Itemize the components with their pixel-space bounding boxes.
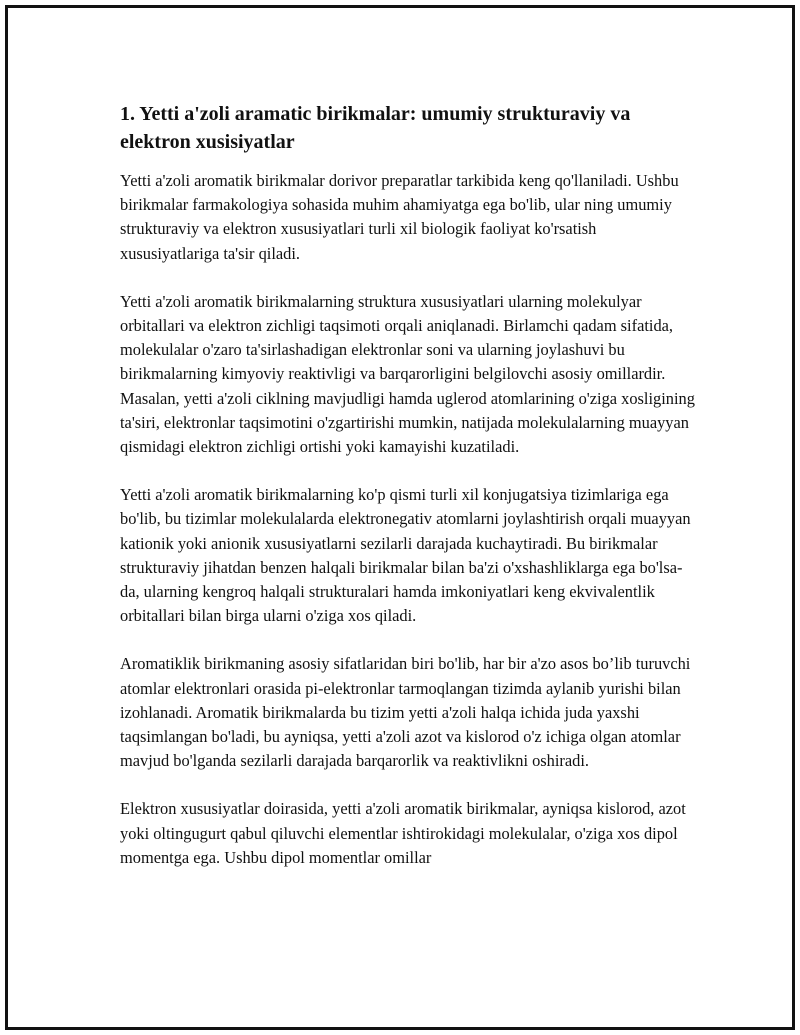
paragraph-3: Yetti a'zoli aromatik birikmalarning ko'p qismi turli xil konjugatsiya tizimlariga ega bo'lib, bu tizimlar molekulalarda elektronegativ atomlarni joylashtirish orqali muayyan kationik yoki anionik xususiyatlarni sezilarli darajada kuchaytiradi. Bu birikmalar strukturaviy jihatdan benzen halqali birikmalar bilan ba'zi o'xshashliklarga ega bo'lsa-da, ularning kengroq halqali strukturalari hamda imkoniyatlari keng ekvivalentlik orbitallari bilan birga ularni o'ziga xos qiladi. bbox=[120, 485, 691, 626]
paragraph-1: Yetti a'zoli aromatik birikmalar dorivor preparatlar tarkibida keng qo'llaniladi. Ushbu birikmalar farmakologiya sohasida muhim ahamiyatga ega bo'lib, ular ning umumiy strukturaviy va elektron xususiyatlari turli xil biologik faoliyat ko'rsatish xususiyatlariga ta'sir qiladi. bbox=[120, 171, 679, 263]
paragraph-4: Aromatiklik birikmaning asosiy sifatlaridan biri bo'lib, har bir a'zo asos bo’lib turuvchi atomlar elektronlari orasida pi-elektronlar tarmoqlangan tizimda aylanib yurishi bilan izohlanadi. Aromatik birikmalarda bu tizim yetti a'zoli halqa ichida juda yaxshi taqsimlangan bo'ladi, bu ayniqsa, yetti a'zoli azot va kislorod o'z ichiga olgan atomlar mavjud bo'lganda sezilarli darajada barqarorlik va reaktivlikni oshiradi. bbox=[120, 654, 691, 771]
document-body bbox=[120, 100, 695, 894]
paragraph-2: Yetti a'zoli aromatik birikmalarning struktura xususiyatlari ularning molekulyar orbitallari va elektron zichligi taqsimoti orqali aniqlanadi. Birlamchi qadam sifatida, molekulalar o'zaro ta'sirlashadigan elektronlar soni va ularning joylashuvi bu birikmalarning kimyoviy reaktivligi va barqarorligini belgilovchi asosiy omillardir. Masalan, yetti a'zoli ciklning mavjudligi hamda uglerod atomlarining o'ziga xosligining ta'siri, elektronlar taqsimotini o'zgartirishi mumkin, natijada molekulalarning muayyan qismidagi elektron zichligi ortishi yoki kamayishi kuzatiladi. bbox=[120, 291, 695, 457]
paragraph-5: Elektron xususiyatlar doirasida, yetti a'zoli aromatik birikmalar, ayniqsa kislorod, azot yoki oltingugurt qabul qiluvchi elementlar ishtirokidagi molekulalar, o'ziga xos dipol momentga ega. Ushbu dipol momentlar omillar bbox=[120, 799, 686, 867]
section-heading: 1. Yetti a'zoli aramatic birikmalar: umumiy strukturaviy va elektron xusisiyatlar bbox=[120, 103, 631, 153]
page-frame bbox=[5, 5, 795, 1030]
